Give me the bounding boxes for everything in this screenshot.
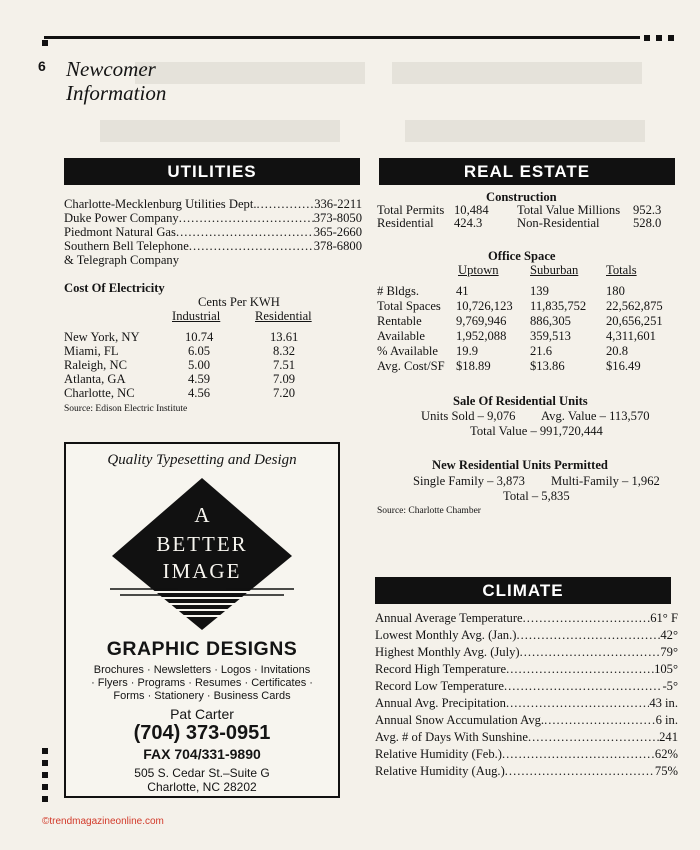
- cost-industrial: 4.56: [188, 386, 211, 400]
- nonres-label: Non-Residential: [517, 216, 600, 230]
- climate-value: 241: [659, 730, 678, 744]
- cost-industrial: 5.00: [188, 358, 211, 372]
- bleed-through-shade: [405, 120, 645, 142]
- services-line: Forms · Stationery · Business Cards: [113, 690, 291, 702]
- bleed-through-shade: [100, 120, 340, 142]
- office-row-label: Avg. Cost/SF: [377, 359, 445, 373]
- climate-label: Annual Avg. Precipitation: [375, 696, 506, 710]
- office-totals: 180: [606, 284, 625, 298]
- real-estate-heading: REAL ESTATE: [379, 158, 675, 185]
- utility-name: Duke Power Company: [64, 211, 179, 225]
- ornament-square: [644, 35, 650, 41]
- logo-text-a: A: [194, 503, 210, 527]
- residential-value: 424.3: [454, 216, 483, 230]
- office-heading: Office Space: [488, 249, 556, 263]
- office-totals: $16.49: [606, 359, 641, 373]
- climate-label: Record High Temperature: [375, 662, 507, 676]
- cost-subheading: Cents Per KWH: [198, 295, 280, 309]
- climate-value: 42°: [660, 628, 678, 642]
- cost-industrial: 6.05: [188, 344, 211, 358]
- advertisement-box: [64, 442, 340, 798]
- sale-heading: Sale Of Residential Units: [453, 394, 588, 408]
- page-title-line2: Information: [66, 81, 167, 105]
- services-line: · Flyers · Programs · Resumes · Certificates ·: [91, 677, 313, 689]
- logo-text-better: BETTER: [156, 532, 248, 556]
- services-line: Brochures · Newsletters · Logos · Invitations: [93, 664, 311, 676]
- contact-name: Pat Carter: [170, 706, 234, 722]
- units-sold: Units Sold – 9,076: [421, 409, 516, 423]
- climate-row: [375, 747, 678, 762]
- climate-row: [375, 764, 678, 779]
- cost-heading: Cost Of Electricity: [64, 281, 165, 295]
- office-suburban: $13.86: [530, 359, 565, 373]
- top-rule: [44, 36, 640, 39]
- climate-value: 43 in.: [649, 696, 678, 710]
- climate-row: [375, 679, 678, 694]
- utility-phone: 373-8050: [313, 211, 362, 225]
- utilities-heading: UTILITIES: [64, 158, 360, 185]
- climate-value: 75%: [654, 764, 678, 778]
- climate-row: [375, 730, 678, 745]
- graphic-designs-heading: GRAPHIC DESIGNS: [106, 638, 298, 660]
- utility-phone: 378-6800: [313, 239, 362, 253]
- logo-text-image: IMAGE: [162, 559, 242, 583]
- page-title: [66, 57, 166, 105]
- office-totals: 20.8: [606, 344, 629, 358]
- cost-residential: 13.61: [270, 330, 299, 344]
- climate-label: Annual Average Temperature: [375, 611, 523, 625]
- cost-residential: 7.09: [273, 372, 296, 386]
- permitted-heading: New Residential Units Permitted: [432, 458, 608, 472]
- cost-industrial: 4.59: [188, 372, 211, 386]
- ornament-square: [42, 796, 48, 802]
- office-col-suburban: Suburban: [530, 263, 579, 277]
- climate-label: Annual Snow Accumulation Avg.: [375, 713, 545, 727]
- office-row-label: Total Spaces: [377, 299, 441, 313]
- total-value-label: Total Value Millions: [517, 203, 621, 217]
- ornament-square: [42, 784, 48, 790]
- col-industrial: Industrial: [172, 309, 221, 323]
- multi-family: Multi-Family – 1,962: [551, 474, 660, 488]
- office-suburban: 11,835,752: [530, 299, 587, 313]
- climate-label: Relative Humidity (Aug.): [375, 764, 505, 778]
- col-residential: Residential: [255, 309, 312, 323]
- climate-value: -5°: [662, 679, 678, 693]
- climate-row: [375, 696, 678, 711]
- utility-name-continuation: & Telegraph Company: [64, 253, 180, 267]
- office-uptown: 10,726,123: [456, 299, 513, 313]
- cost-city: Atlanta, GA: [64, 372, 126, 386]
- ornament-square: [42, 772, 48, 778]
- climate-label: Lowest Monthly Avg. (Jan.): [375, 628, 517, 642]
- utility-name: Charlotte-Mecklenburg Utilities Dept.: [64, 197, 257, 211]
- utility-contact-row: [64, 211, 362, 226]
- climate-value: 105°: [654, 662, 678, 676]
- climate-row: [375, 713, 678, 728]
- office-row-label: % Available: [377, 344, 438, 358]
- office-uptown: 9,769,946: [456, 314, 507, 328]
- office-totals: 20,656,251: [606, 314, 663, 328]
- utility-name: Southern Bell Telephone: [64, 239, 189, 253]
- watermark: ©trendmagazineonline.com: [42, 816, 164, 827]
- permitted-total: Total – 5,835: [503, 489, 570, 503]
- ornament-square: [42, 760, 48, 766]
- cost-residential: 7.20: [273, 386, 296, 400]
- climate-row: [375, 645, 678, 660]
- ad-address-line: Charlotte, NC 28202: [147, 780, 257, 794]
- total-permits-value: 10,484: [454, 203, 489, 217]
- office-suburban: 21.6: [530, 344, 553, 358]
- office-uptown: 19.9: [456, 344, 479, 358]
- climate-heading: CLIMATE: [375, 577, 671, 604]
- cost-city: Raleigh, NC: [64, 358, 127, 372]
- office-uptown: $18.89: [456, 359, 491, 373]
- office-totals: 4,311,601: [606, 329, 656, 343]
- single-family: Single Family – 3,873: [413, 474, 525, 488]
- office-suburban: 886,305: [530, 314, 571, 328]
- sale-total-value: Total Value – 991,720,444: [470, 424, 603, 438]
- cost-city: New York, NY: [64, 330, 140, 344]
- ad-address-line: 505 S. Cedar St.–Suite G: [134, 766, 270, 780]
- ornament-square: [42, 40, 48, 46]
- real-estate-source: Source: Charlotte Chamber: [377, 506, 481, 516]
- climate-label: Highest Monthly Avg. (July): [375, 645, 520, 659]
- climate-label: Avg. # of Days With Sunshine: [375, 730, 528, 744]
- office-totals: 22,562,875: [606, 299, 663, 313]
- residential-label: Residential: [377, 216, 434, 230]
- avg-value: Avg. Value – 113,570: [541, 409, 650, 423]
- nonres-value: 528.0: [633, 216, 662, 230]
- ornament-square: [668, 35, 674, 41]
- ornament-square: [656, 35, 662, 41]
- climate-value: 6 in.: [655, 713, 678, 727]
- office-suburban: 359,513: [530, 329, 571, 343]
- office-row-label: Available: [377, 329, 426, 343]
- climate-row: [375, 662, 678, 677]
- utility-phone: 365-2660: [313, 225, 362, 239]
- office-uptown: 41: [456, 284, 469, 298]
- climate-value: 62%: [654, 747, 678, 761]
- cost-city: Miami, FL: [64, 344, 119, 358]
- ornament-square: [42, 748, 48, 754]
- cost-city: Charlotte, NC: [64, 386, 135, 400]
- office-col-uptown: Uptown: [458, 263, 499, 277]
- total-value-value: 952.3: [633, 203, 662, 217]
- climate-label: Record Low Temperature: [375, 679, 504, 693]
- utility-name: Piedmont Natural Gas: [64, 225, 176, 239]
- ad-fax: FAX 704/331-9890: [143, 746, 261, 762]
- climate-value: 79°: [660, 645, 678, 659]
- cost-residential: 7.51: [273, 358, 296, 372]
- construction-heading: Construction: [486, 190, 557, 204]
- office-col-totals: Totals: [606, 263, 637, 277]
- bleed-through-shade: [392, 62, 642, 84]
- utility-phone: 336-2211: [314, 197, 362, 211]
- ad-phone: (704) 373-0951: [133, 722, 271, 744]
- cost-industrial: 10.74: [185, 330, 214, 344]
- climate-row: [375, 628, 678, 643]
- bleed-through-shade: [135, 62, 365, 84]
- climate-value: 61° F: [650, 611, 678, 625]
- ad-tagline: Quality Typesetting and Design: [107, 452, 297, 468]
- total-permits-label: Total Permits: [377, 203, 445, 217]
- utility-contact-row: [64, 225, 362, 240]
- office-row-label: Rentable: [377, 314, 422, 328]
- utility-contact-row: [64, 197, 362, 212]
- page-number: 6: [38, 58, 46, 74]
- climate-row: [375, 611, 678, 626]
- cost-residential: 8.32: [273, 344, 296, 358]
- office-suburban: 139: [530, 284, 549, 298]
- office-uptown: 1,952,088: [456, 329, 507, 343]
- climate-label: Relative Humidity (Feb.): [375, 747, 502, 761]
- utility-contact-row: [64, 239, 362, 254]
- better-image-logo: [106, 474, 298, 634]
- office-row-label: # Bldgs.: [377, 284, 419, 298]
- page-title-line1: Newcomer: [66, 57, 156, 81]
- utilities-source: Source: Edison Electric Institute: [64, 404, 188, 414]
